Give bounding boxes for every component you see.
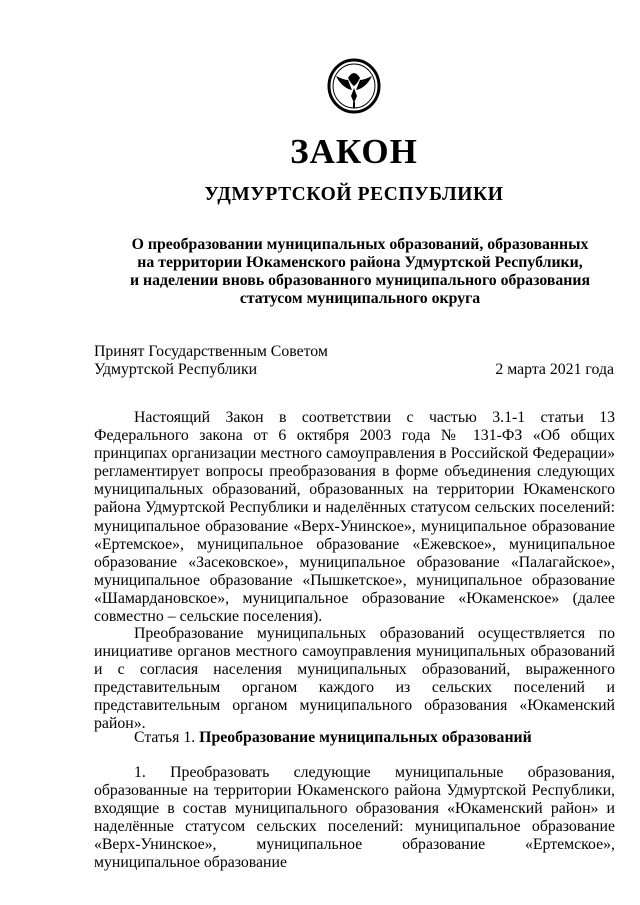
law-name-line: на территории Юкаменского района Удмуртской Республики,: [137, 254, 583, 271]
preamble-paragraph: [94, 409, 615, 626]
law-name: [120, 236, 600, 308]
udmurt-coat-of-arms-icon: [326, 58, 382, 114]
document-title: ЗАКОН: [290, 132, 418, 171]
article-number: Статья 1.: [134, 729, 196, 746]
initiative-paragraph: [94, 625, 615, 734]
paragraph-text: Настоящий Закон в соответствии с частью 3.1-1 статьи 13 Федерального закона от 6 октября 2003 года № 131-ФЗ «Об общих принципах организации местного самоуправления в Российской Федерации» регламентирует вопросы преобразования в форме объединения следующих муниципальных образований, образованных на территории Юкаменского района Удмуртской Республики и наделённых статусом сельских поселений: муниципальное образование «Верх-Унинское», муниципальное образование «Ертемское», муниципальное образование «Ежевское», муниципальное образование «Засековское», муниципальное образование «Палагайское», муниципальное образование «Пышкетское», муниципальное образование «Шамардановское», муниципальное образование «Юкаменское» (далее совместно – сельские поселения).: [94, 409, 615, 626]
paragraph-text: Преобразование муниципальных образований осуществляется по инициативе органов местного самоуправления муниципальных образований и с согласия населения муниципальных образований, выраженного представительным органом каждого из сельских поселений и представительным органом муниципального образования «Юкаменский район».: [94, 625, 615, 733]
document-subtitle: УДМУРТСКОЙ РЕСПУБЛИКИ: [204, 184, 504, 205]
adoption-date: 2 марта 2021 года: [495, 361, 614, 378]
article-1-paragraph: [94, 764, 615, 873]
law-name-line: статусом муниципального округа: [239, 290, 481, 307]
article-title: Преобразование муниципальных образований: [199, 729, 532, 746]
adoption-line: Удмуртской Республики: [94, 361, 258, 378]
article-heading: [134, 729, 532, 747]
paragraph-text: 1. Преобразовать следующие муниципальные образования, образованные на территории Юкаменского района Удмуртской Республики, входящие в состав муниципального образования «Юкаменский район» и наделённые статусом сельских поселений: муниципальное образование «Верх-Унинское», муниципальное образование «Ертемское», муниципальное образование: [94, 764, 615, 872]
law-name-line: и наделении вновь образованного муниципального образования: [129, 272, 591, 289]
adoption-line: Принят Государственным Советом: [94, 343, 328, 360]
adoption-body: [94, 343, 328, 379]
law-name-line: О преобразовании муниципальных образований, образованных: [131, 236, 589, 253]
